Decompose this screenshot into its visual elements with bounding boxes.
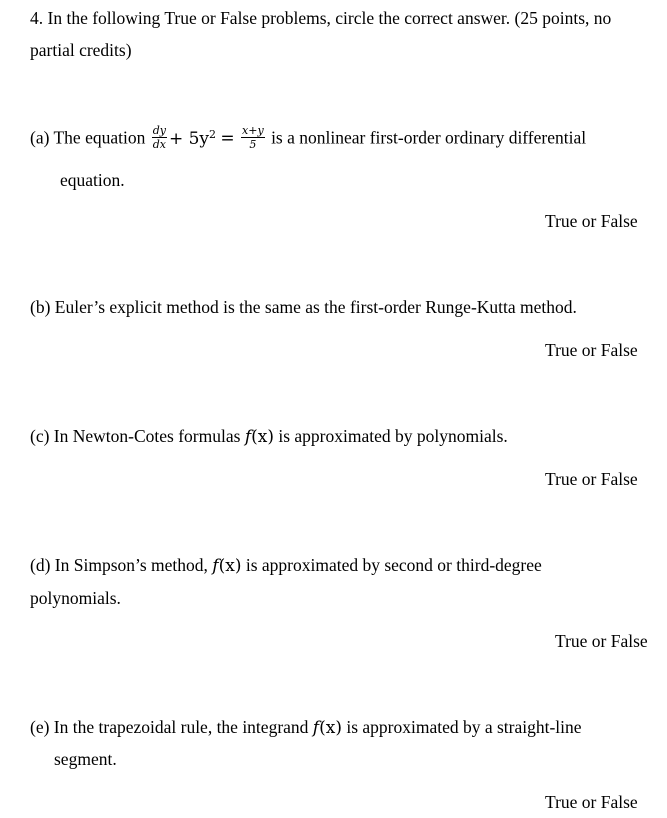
question-a-line1 xyxy=(30,124,587,152)
fraction-dy-dx-numerator: dy xyxy=(152,124,166,137)
question-a-answer: True or False xyxy=(545,211,638,231)
math-plus-term: + $5y^2$ xyxy=(168,127,217,149)
question-a-suffix: is a nonlinear first-order ordinary differential xyxy=(271,127,587,148)
question-c-answer: True or False xyxy=(545,469,638,489)
problem-header-line1: 4. In the following True or False problems, circle the correct answer. (25 points, no xyxy=(30,8,612,28)
question-d-answer: True or False xyxy=(555,631,648,651)
problem-header-line2: partial credits) xyxy=(30,40,132,60)
question-d-line2: polynomials. xyxy=(30,588,121,608)
fraction-xy-5-denominator: 5 xyxy=(249,138,257,151)
question-b-answer: True or False xyxy=(545,340,638,360)
question-c-line1 xyxy=(30,428,508,446)
math-f-of-x: f(x) xyxy=(312,718,342,738)
math-equals: = xyxy=(220,128,235,149)
question-e-line1 xyxy=(30,719,582,737)
question-e-suffix: is approximated by a straight-line xyxy=(346,717,582,737)
question-e-prefix: (e) In the trapezoidal rule, the integrand xyxy=(30,717,309,737)
question-e-answer: True or False xyxy=(545,792,638,812)
math-f-of-x: f(x) xyxy=(244,427,274,447)
fraction-dy-dx-denominator: dx xyxy=(152,138,166,151)
question-d-suffix: is approximated by second or third-degree xyxy=(245,555,542,575)
question-d-line1 xyxy=(30,557,542,575)
question-e-line2: segment. xyxy=(54,749,117,769)
question-a-line2: equation. xyxy=(60,170,125,190)
fraction-xy-5 xyxy=(241,125,265,150)
question-c-prefix: (c) In Newton-Cotes formulas xyxy=(30,426,241,446)
question-b-line1: (b) Euler’s explicit method is the same as the first-order Runge-Kutta method. xyxy=(30,297,577,317)
question-a-prefix: (a) The equation xyxy=(30,127,146,148)
math-exponent: 2 xyxy=(209,127,217,141)
question-d-prefix: (d) In Simpson’s method, xyxy=(30,555,208,575)
question-c-suffix: is approximated by polynomials. xyxy=(278,426,508,446)
math-f-of-x: f(x) xyxy=(212,556,242,576)
fraction-xy-5-numerator: x+y xyxy=(242,124,264,137)
fraction-dy-dx xyxy=(152,125,167,150)
